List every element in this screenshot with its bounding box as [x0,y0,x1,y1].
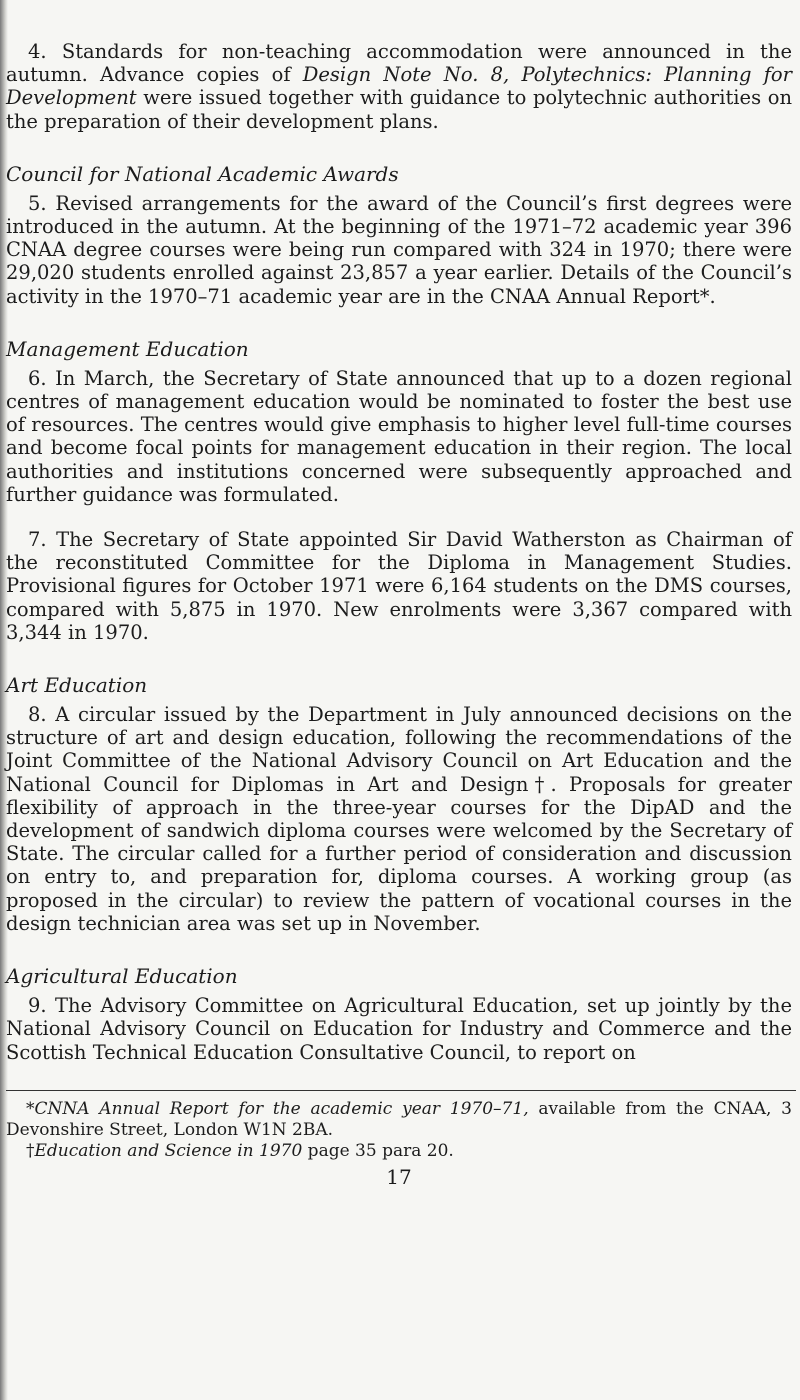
page-number: 17 [386,1164,412,1189]
paragraph-8: 8. A circular issued by the Department in July announced decisions on the structure of art and design education, following the recommendations of the Joint Committee of the National Advisory Council on Art Education and the National Council for Diplomas in Art and Design†. Proposals for greater flexibility of approach in the three-year courses for the DipAD and the development of sandwich diploma courses were welcomed by the Secretary of State. The circular called for a further period of consideration and discussion on entry to, and preparation for, diploma courses. A working group (as proposed in the circular) to review the pattern of vocational courses in the design technician area was set up in November. [6,703,792,935]
paragraph-4-text-end: were issued together with guidance to polytechnic authorities on the preparation of their development plans. [6,86,792,133]
footnote-2-text: page 35 para 20. [302,1140,454,1161]
footnotes [6,1099,792,1162]
section-heading-management: Management Education [6,336,249,361]
paragraph-5: 5. Revised arrangements for the award of the Council’s first degrees were introduced in the autumn. At the beginning of the 1971–72 academic year 396 CNAA degree courses were being run compared with 324 in 1970; there were 29,020 students enrolled against 23,857 a year earlier. Details of the Council’s activity in the 1970–71 academic year are in the CNAA Annual Report*. [6,191,792,308]
footnote-education-science [6,1141,792,1162]
paragraph-9: 9. The Advisory Committee on Agricultural Education, set up jointly by the National Advisory Council on Education for Industry and Commerce and the Scottish Technical Education Consultative Council, to report on [6,994,792,1064]
section-heading-art: Art Education [6,673,148,698]
section-heading-cnaa: Council for National Academic Awards [6,161,399,186]
footnote-2-title: Education and Science in 1970 [34,1140,303,1161]
paragraph-4-text: 4. Standards for non-teaching accommodation were announced in the autumn. Advance copies of [6,40,792,87]
paragraph-4 [6,40,792,133]
footnote-1-text: available from the CNAA, 3 Devonshire Street, London W1N 2BA. [6,1098,792,1140]
footnote-1-title: *CNNA Annual Report for the academic year 1970–71, [26,1098,529,1119]
document-page [6,40,792,1189]
section-heading-agricultural: Agricultural Education [6,964,238,989]
footnote-divider [6,1090,796,1091]
footnote-cnaa-report [6,1099,792,1141]
dagger-mark: † [26,1140,35,1161]
paragraph-7: 7. The Secretary of State appointed Sir David Watherston as Chairman of the reconstituted Committee for the Diploma in Management Studies. Provisional figures for October 1971 were 6,164 students on the DMS courses, compared with 5,875 in 1970. New enrolments were 3,367 compared with 3,344 in 1970. [6,528,792,644]
design-note-title: Design Note No. 8, Polytechnics: Planning for Development [6,63,792,110]
paragraph-6: 6. In March, the Secretary of State announced that up to a dozen regional centres of management education would be nominated to foster the best use of resources. The centres would give emphasis to higher level full-time courses and become focal points for management education in their region. The local authorities and institutions concerned were subsequently approached and further guidance was formulated. [6,366,792,506]
